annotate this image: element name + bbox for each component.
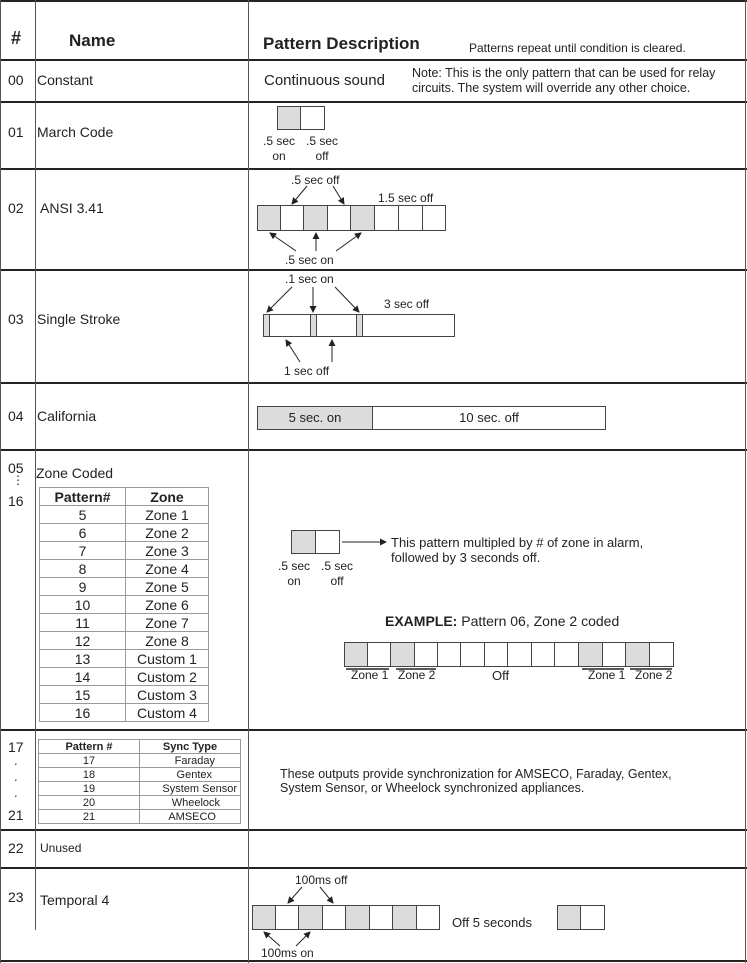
r05-example: EXAMPLE: Pattern 06, Zone 2 coded <box>385 613 620 629</box>
ex-label-zone2: Zone 2 <box>398 668 436 682</box>
row-22-number: 22 <box>8 840 24 856</box>
row-01-number: 01 <box>8 124 24 140</box>
r03-label-bottom: 1 sec off <box>284 364 330 378</box>
r02-label-bottom: .5 sec on <box>285 253 334 267</box>
table-row: 21 AMSECO <box>39 810 241 824</box>
row-05-name: Zone Coded <box>36 465 114 481</box>
row-04-number: 04 <box>8 408 24 424</box>
row-05-number-end: 16 <box>8 493 24 509</box>
table-row: 18 Gentex <box>39 768 241 782</box>
table-row: 19 System Sensor <box>39 782 241 796</box>
row-00-note-2: circuits. The system will override any other choice. <box>412 81 691 95</box>
row-22-name: Unused <box>40 841 82 855</box>
row-01-name: March Code <box>37 124 114 140</box>
r05-label-off: .5 sec off <box>320 559 353 588</box>
table-row: 9 Zone 5 <box>40 578 209 596</box>
row-00-name: Constant <box>37 72 94 88</box>
r23-arrow-bottom-left <box>264 932 280 946</box>
row-17-dot-3: . <box>14 785 18 800</box>
table-row: 15 Custom 3 <box>40 686 209 704</box>
row-05-number-dots: ⋮ <box>12 473 24 487</box>
row-02-name: ANSI 3.41 <box>40 200 104 216</box>
table-row: 11 Zone 7 <box>40 614 209 632</box>
ex-label-off: Off <box>492 668 510 683</box>
row-00-note-1: Note: This is the only pattern that can be used for relay <box>412 66 716 80</box>
r05-label-on: .5 sec on <box>277 559 310 588</box>
r01-label-on: .5 sec on <box>262 134 295 163</box>
table-row: 8 Zone 4 <box>40 560 209 578</box>
r03-label-top: .1 sec on <box>285 272 334 286</box>
table-row: 20 Wheelock <box>39 796 241 810</box>
r23-arrow-bottom-right <box>296 932 310 946</box>
zone-table-header-pattern: Pattern# <box>40 488 126 506</box>
r02-label-long: 1.5 sec off <box>378 191 434 205</box>
table-row: 5 Zone 1 <box>40 506 209 524</box>
row-05-number-start: 05 <box>8 460 24 476</box>
row-00-number: 00 <box>8 72 24 88</box>
r05-desc-1: This pattern multipled by # of zone in alarm, <box>391 535 644 550</box>
r23-label-bottom: 100ms on <box>261 946 314 960</box>
table-row: 6 Zone 2 <box>40 524 209 542</box>
r23-label-off: Off 5 seconds <box>452 915 532 930</box>
r05-desc-2: followed by 3 seconds off. <box>391 550 541 565</box>
row-23-name: Temporal 4 <box>40 892 110 908</box>
row-00-desc: Continuous sound <box>264 72 385 89</box>
ex-label-zone1: Zone 1 <box>351 668 389 682</box>
header-pattern: Pattern Description <box>263 34 420 53</box>
row-02-number: 02 <box>8 200 24 216</box>
zone-table-header-zone: Zone <box>126 488 209 506</box>
table-row: 12 Zone 8 <box>40 632 209 650</box>
table-row: 17 Faraday <box>39 754 241 768</box>
row-17-dot-1: . <box>14 753 18 768</box>
row-17-dot-2: . <box>14 769 18 784</box>
r23-arrow-top-left <box>288 887 302 903</box>
r01-label-off: .5 sec off <box>305 134 338 163</box>
r04-label-off: 10 sec. off <box>459 410 519 425</box>
row-17-number-start: 17 <box>8 739 24 755</box>
ex-label-zone2b: Zone 2 <box>635 668 673 682</box>
header-number: # <box>11 28 22 48</box>
r23-label-top: 100ms off <box>295 873 348 887</box>
ex-label-zone1b: Zone 1 <box>588 668 626 682</box>
table-row: 13 Custom 1 <box>40 650 209 668</box>
r04-label-on: 5 sec. on <box>288 410 342 425</box>
row-03-name: Single Stroke <box>37 311 121 327</box>
header-name: Name <box>69 31 116 50</box>
r23-arrow-top-right <box>320 887 333 903</box>
sync-table-header-type: Sync Type <box>140 740 241 754</box>
r03-label-right: 3 sec off <box>384 297 430 311</box>
table-row: 14 Custom 2 <box>40 668 209 686</box>
r17-desc-1: These outputs provide synchronization for AMSECO, Faraday, Gentex, <box>280 767 672 781</box>
table-row: 10 Zone 6 <box>40 596 209 614</box>
table-row: 7 Zone 3 <box>40 542 209 560</box>
r17-desc-2: System Sensor, or Wheelock synchronized appliances. <box>280 781 585 795</box>
row-17-number-end: 21 <box>8 807 24 823</box>
row-23-number: 23 <box>8 889 24 905</box>
row-04-name: California <box>37 408 97 424</box>
table-row: 16 Custom 4 <box>40 704 209 722</box>
sync-table-header-pattern: Pattern # <box>39 740 140 754</box>
row-03-number: 03 <box>8 311 24 327</box>
header-repeat-note: Patterns repeat until condition is cleared. <box>469 41 686 55</box>
r02-label-top: .5 sec off <box>291 173 340 187</box>
